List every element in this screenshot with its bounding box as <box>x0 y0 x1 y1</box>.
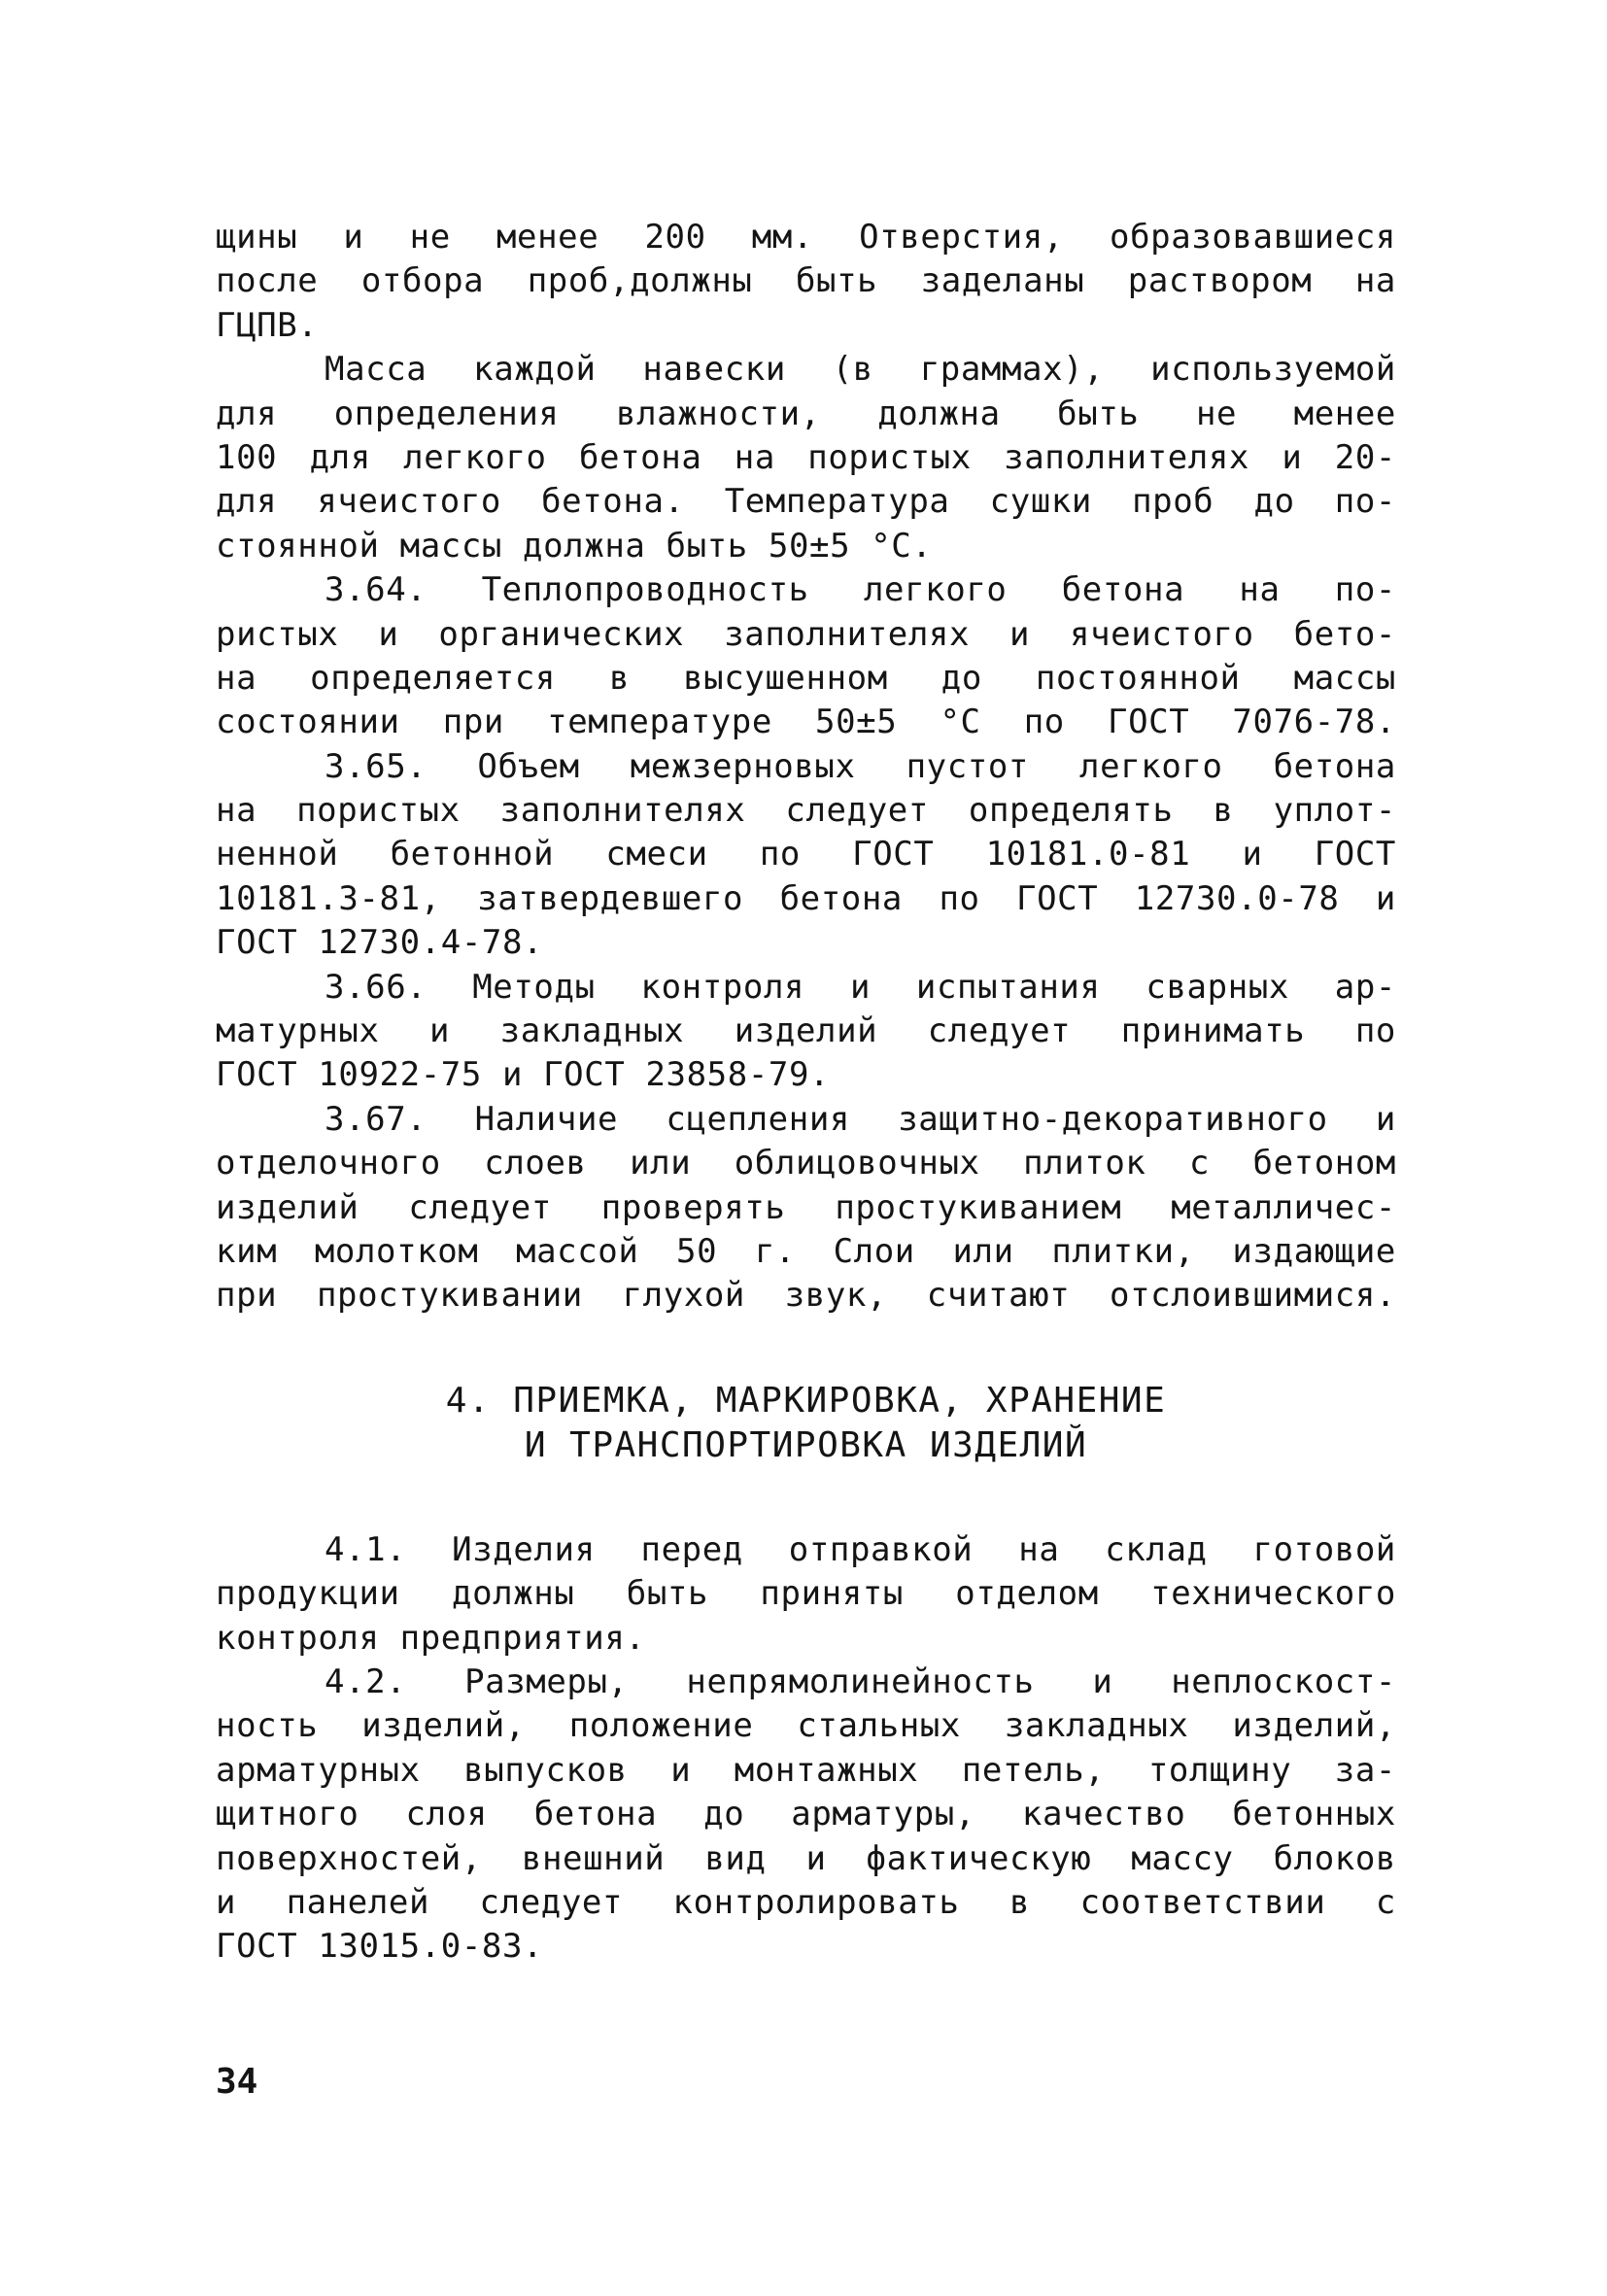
section-heading-line-2: И ТРАНСПОРТИРОВКА ИЗДЕЛИЙ <box>524 1424 1088 1465</box>
text-line: арматурных выпусков и монтажных петель, толщину за- <box>216 1750 1396 1790</box>
text-line: щины и не менее 200 мм. Отверстия, образовавшиеся <box>216 218 1396 257</box>
text-line: изделий следует проверять простукиванием металличес- <box>216 1187 1396 1227</box>
paragraph-3-64: 3.64. Теплопроводность легкого бетона на по- <box>325 570 1396 610</box>
section-heading-line-1: 4. ПРИЕМКА, МАРКИРОВКА, ХРАНЕНИЕ <box>445 1380 1167 1421</box>
text-line: ненной бетонной смеси по ГОСТ 10181.0-81 и ГОСТ <box>216 835 1396 874</box>
text-line: продукции должны быть приняты отделом технического <box>216 1574 1396 1614</box>
text-line: 100 для легкого бетона на пористых заполнителях и 20- <box>216 437 1396 477</box>
paragraph-4-1: 4.1. Изделия перед отправкой на склад готовой <box>325 1529 1396 1569</box>
text-line: ГОСТ 13015.0-83. <box>216 1927 544 1967</box>
text-line: на определяется в высушенном до постоянной массы <box>216 658 1396 698</box>
text-line: стоянной массы должна быть 50±5 °С. <box>216 526 933 565</box>
section-heading <box>216 1379 1396 1468</box>
text-line: при простукивании глухой звук, считают отслоившимися. <box>216 1276 1396 1316</box>
text-line: на пористых заполнителях следует определять в уплот- <box>216 791 1396 831</box>
text-line: матурных и закладных изделий следует принимать по <box>216 1011 1396 1051</box>
text-line: и панелей следует контролировать в соответствии с <box>216 1882 1396 1922</box>
text-line: для определения влажности, должна быть не менее <box>216 394 1396 433</box>
text-line: ГЦПВ. <box>216 305 319 345</box>
paragraph-3-67: 3.67. Наличие сцепления защитно-декоративного и <box>325 1099 1396 1139</box>
text-line: ким молотком массой 50 г. Слои или плитки, издающие <box>216 1231 1396 1271</box>
text-line: ристых и органических заполнителях и ячеистого бето- <box>216 614 1396 654</box>
document-page <box>216 216 1396 1970</box>
paragraph-4-2: 4.2. Размеры, непрямолинейность и неплоскост- <box>325 1662 1396 1701</box>
text-line: щитного слоя бетона до арматуры, качество бетонных <box>216 1795 1396 1834</box>
text-line: поверхностей, внешний вид и фактическую массу блоков <box>216 1838 1396 1878</box>
text-line: для ячеистого бетона. Температура сушки проб до по- <box>216 482 1396 522</box>
text-line: ность изделий, положение стальных закладных изделий, <box>216 1706 1396 1746</box>
text-line: состоянии при температуре 50±5 °С по ГОСТ 7076-78. <box>216 703 1396 742</box>
text-line: ГОСТ 10922-75 и ГОСТ 23858-79. <box>216 1055 831 1095</box>
paragraph-3-65: 3.65. Объем межзерновых пустот легкого бетона <box>325 746 1396 786</box>
text-line: после отбора проб,должны быть заделаны раствором на <box>216 261 1396 301</box>
page-number: 34 <box>216 2062 258 2102</box>
paragraph-3-66: 3.66. Методы контроля и испытания сварных ар- <box>325 967 1396 1007</box>
text-line: отделочного слоев или облицовочных плиток с бетоном <box>216 1144 1396 1183</box>
text-line: ГОСТ 12730.4-78. <box>216 923 544 963</box>
paragraph-start: Масса каждой навески (в граммах), используемой <box>325 350 1396 390</box>
text-line: 10181.3-81, затвердевшего бетона по ГОСТ 12730.0-78 и <box>216 878 1396 918</box>
text-line: контроля предприятия. <box>216 1618 646 1658</box>
